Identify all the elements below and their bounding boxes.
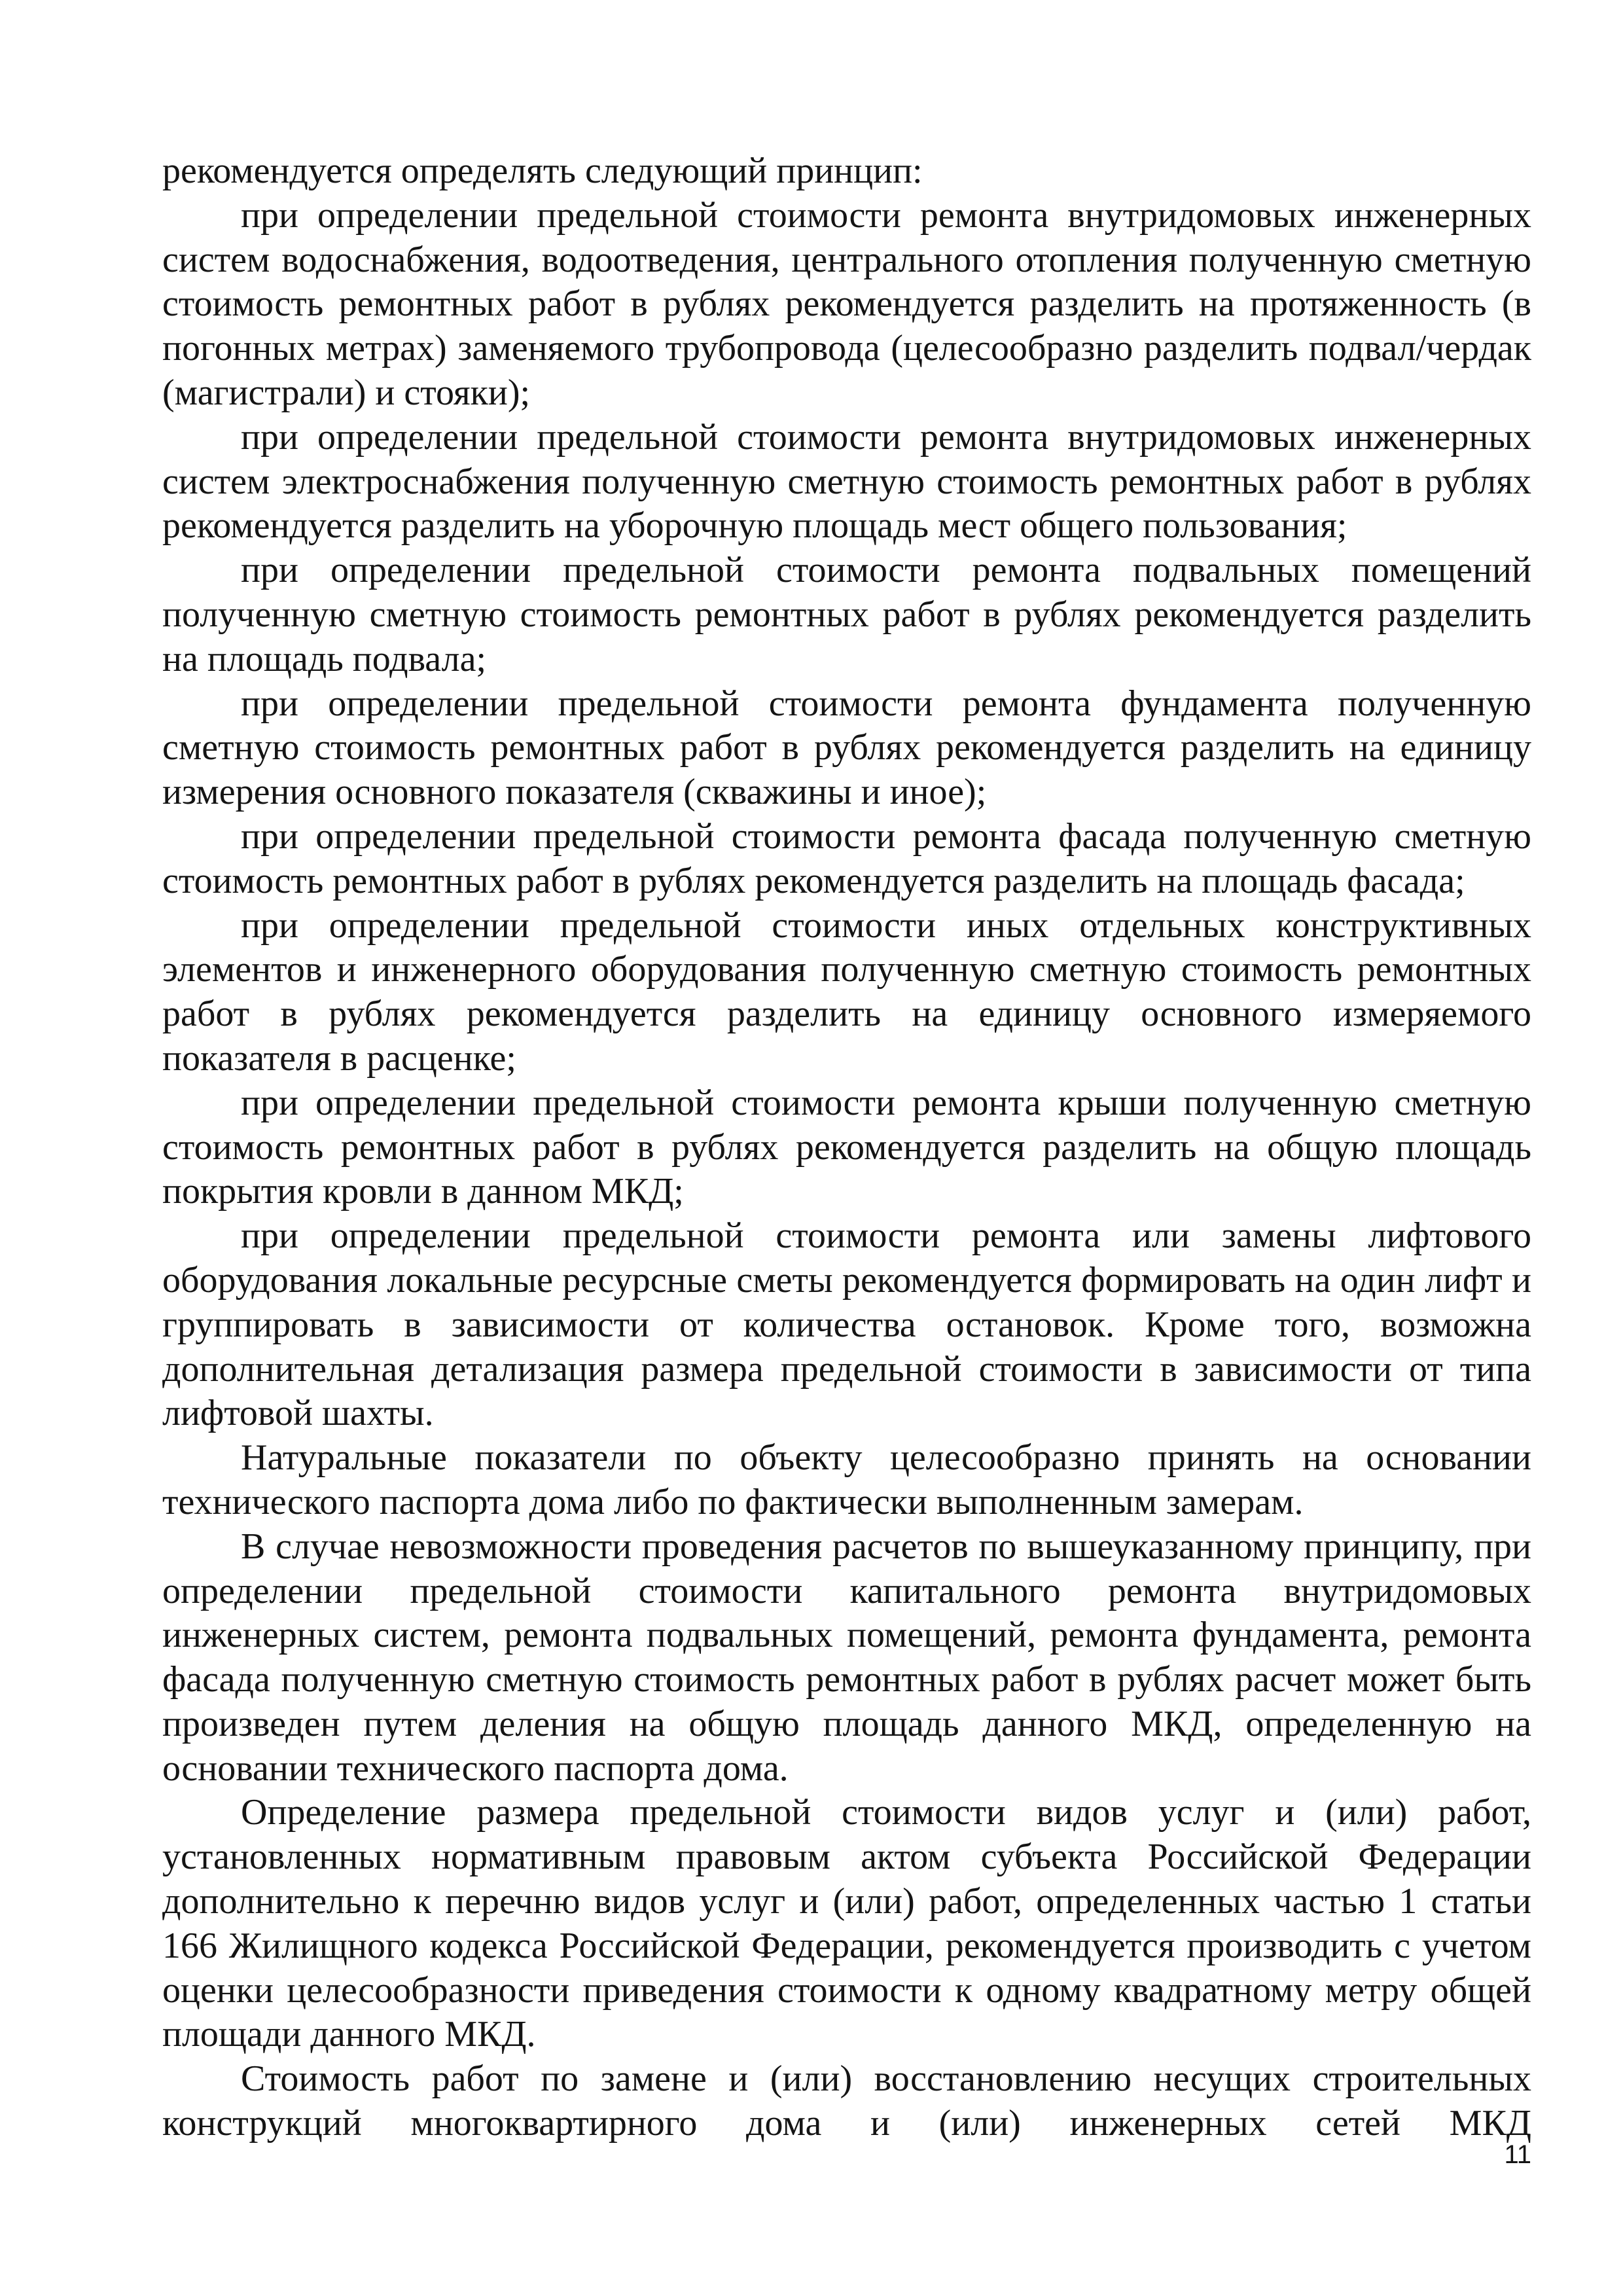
paragraph-water-systems: при определении предельной стоимости ремонта внутридомовых инженерных систем водоснабжения, водоотведения, центрального отопления полученную сметную стоимость ремонтных работ в рублях рекомендуется разделить на протяженность (в погонных метрах) заменяемого трубопровода (целесообразно разделить подвал/чердак (магистрали) и стояки); [162, 194, 1531, 413]
paragraph-roof: при определении предельной стоимости ремонта крыши полученную сметную стоимость ремонтных работ в рублях рекомендуется разделить на общую площадь покрытия кровли в данном МКД; [162, 1082, 1531, 1212]
paragraph-continuation: рекомендуется определять следующий принцип: [162, 151, 923, 191]
document-body [162, 149, 1531, 2146]
paragraph-elevator: при определении предельной стоимости ремонта или замены лифтового оборудования локальные ресурсные сметы рекомендуется формировать на один лифт и группировать в зависимости от количества остановок. Кроме того, возможна дополнительная детализация размера предельной стоимости в зависимости от типа лифтовой шахты. [162, 1215, 1531, 1434]
paragraph-natural-indicators: Натуральные показатели по объекту целесообразно принять на основании технического паспорта дома либо по фактически выполненным замерам. [162, 1437, 1531, 1522]
paragraph-other-elements: при определении предельной стоимости иных отдельных конструктивных элементов и инженерного оборудования полученную сметную стоимость ремонтных работ в рублях рекомендуется разделить на единицу основного измеряемого показателя в расценке; [162, 905, 1531, 1079]
page-number: 11 [1504, 2140, 1531, 2169]
paragraph-additional-services: Определение размера предельной стоимости видов услуг и (или) работ, установленных нормативным правовым актом субъекта Российской Федерации дополнительно к перечню видов услуг и (или) работ, определенных частью 1 статьи 166 Жилищного кодекса Российской Федерации, рекомендуется производить с учетом оценки целесообразности приведения стоимости к одному квадратному метру общей площади данного МКД. [162, 1792, 1531, 2055]
paragraph-electrical-systems: при определении предельной стоимости ремонта внутридомовых инженерных систем электроснабжения полученную сметную стоимость ремонтных работ в рублях рекомендуется разделить на уборочную площадь мест общего пользования; [162, 416, 1531, 547]
paragraph-foundation: при определении предельной стоимости ремонта фундамента полученную сметную стоимость ремонтных работ в рублях рекомендуется разделить на единицу измерения основного показателя (скважины и иное); [162, 683, 1531, 813]
paragraph-facade: при определении предельной стоимости ремонта фасада полученную сметную стоимость ремонтных работ в рублях рекомендуется разделить на площадь фасада; [162, 816, 1531, 901]
paragraph-basement: при определении предельной стоимости ремонта подвальных помещений полученную сметную стоимость ремонтных работ в рублях рекомендуется разделить на площадь подвала; [162, 550, 1531, 679]
paragraph-load-bearing-structures: Стоимость работ по замене и (или) восстановлению несущих строительных конструкций многоквартирного дома и (или) инженерных сетей МКД [162, 2058, 1531, 2144]
paragraph-alternative-calculation: В случае невозможности проведения расчетов по вышеуказанному принципу, при определении предельной стоимости капитального ремонта внутридомовых инженерных систем, ремонта подвальных помещений, ремонта фундамента, ремонта фасада полученную сметную стоимость ремонтных работ в рублях расчет может быть произведен путем деления на общую площадь данного МКД, определенную на основании технического паспорта дома. [162, 1526, 1531, 1789]
